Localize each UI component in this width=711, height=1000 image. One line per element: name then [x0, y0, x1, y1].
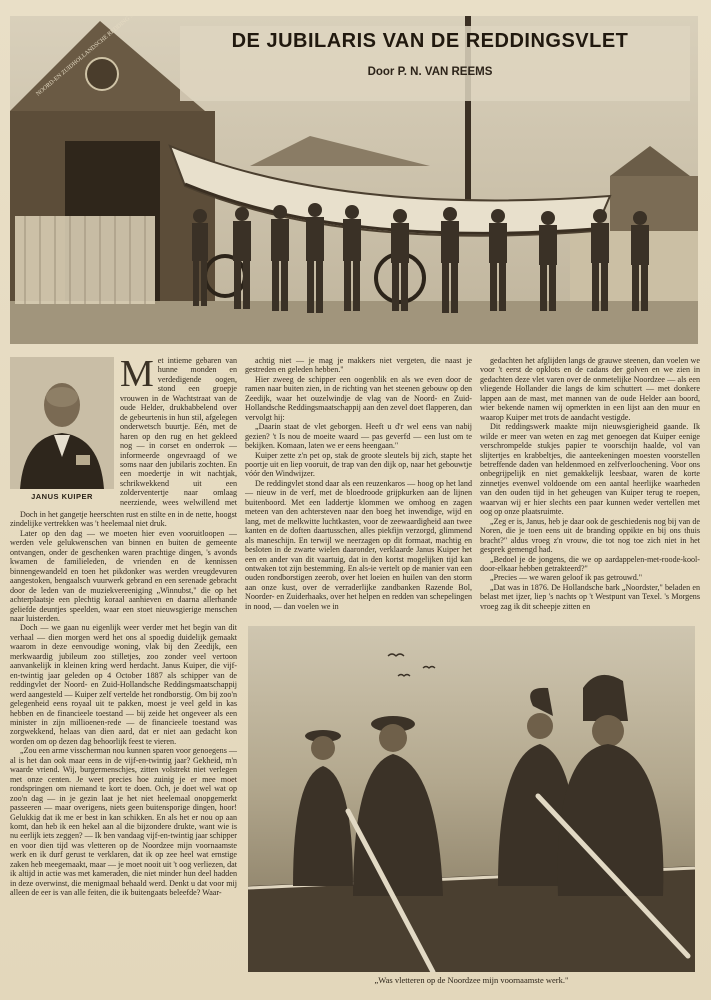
article-column-2	[245, 356, 472, 618]
paragraph: Doch — we gaan nu eigenlijk weer verder met het begin van dit verhaal — dien morgen werd het ons al spoedig duidelijk gemaakt waarom in deze eenvoudige woning, vlak bij den Zeedijk, een merkwaardig jubileum zoo stilletjes, zoo zonder veel vertoon aanvankelijk in kleinen kring werd herdacht. Janus Kuiper, die vijf-en-twintig jaar geleden op 4 October 1887 als schipper van de reddingvlet der Noord- en Zuid-Hollandsche Reddingsmaatschappij werd aangesteld — Kuiper zelf vertelde het rondborstig. Om bij zoo'n gelegenheid eens royaal uit te pakken, moest je veel geld in kas hebben en de financieele toestand — bij zeide het ongeveer als een minister in zijn millioenen-rede — de financieele toestand was zorgwekkend, helaas van dien aard, dat er niet aan gedacht kon worden om op dezen dag behoorlijk feest te vieren.	[10, 623, 237, 746]
drop-cap: M	[120, 356, 154, 395]
rowers-photo-caption: „Was vletteren op de Noordzee mijn voornaamste werk."	[374, 975, 569, 985]
paragraph: Dit reddingswerk maakte mijn nieuwsgierigheid gaande. Ik wilde er meer van weten en zag met genoegen dat Kuiper eenige verschrompelde stukjes papier te voorschijn haalde, vol van slijtertjes en krabbeltjes, die aanteekeningen moesten voorstellen betreffende daden van heldenmoed en zelfverloochening. Voor ons onbegrijpelijk en niet gemakkelijk leesbaar, waren de korte zinnetjes evenwel voldoende om een aantal heerlijke waarheden van den ouden tijd in het geheugen van Kuiper terug te roepen, waarvan wij er hier slechts een paar kunnen weder vertellen met oog op onze plaatsruimte.	[480, 422, 700, 517]
paragraph: Later op den dag — we moeten hier even vooruitloopen — werden vele gelukwenschen van binnen en buiten de gemeente ontvangen, onder de geschenken waren prachtige dingen, 's avonds kwamen de familieleden, de vrienden en de kennissen binnengewandeld en toen het pikdonker was werden vreugdevuren aangestoken, bengaalsch vuurwerk gebrand en een serenade gebracht door de leden van de muziekvereeniging „Winnubst," die op het achterplaatsje een plechtig koraal aanhieven en daarna allerhande geliefde deuntjes speelden, waar een stoet nieuwsgierige menschen naar luisterden.	[10, 528, 237, 623]
portrait-illustration	[10, 357, 114, 489]
paragraph: De reddingvlet stond daar als een reuzenkaros — hoog op het land — nieuw in de verf, met de bloedroode grijpkurken aan de lijnen buitenboord. Met een laddertje klommen we omhoog en zagen meteen van den achtersteven naar den boeg het inwendige, wijd en lang, met de melkwitte luchtkasten, voor de zeewaardigheid aan twee kanten en de doften daartusschen, alles piekfijn verzorgd, glimmend als maneschijn. En terwijl we neerzagen op dit formaat, machtig en besloten in de zwarte wielen daaronder, verklaarde Janus Kuiper het een en ander van dit vaartuig, dat in den kortst mogelijken tijd kan ontwaken tot zijn bestemming. En als-ie vertelt op de manier van een ouden rondborstigen zeerob, over het loeien en huilen van den storm aan onze kust, over de verraderlijke zandbanken Razende Bol, Noorder- en Zuiderhaaks, over het helpen en redden van schepelingen in nood, — dan voelen we in	[245, 478, 472, 611]
paragraph: achtig niet — je mag je makkers niet vergeten, die naast je gestreden en geleden hebben."	[245, 356, 472, 375]
article-column-1-intro	[120, 356, 237, 508]
paragraph: „Zeg er is, Janus, heb je daar ook de geschiedenis nog bij van de Noren, die je toen eens uit de branding oppikte en bij ons thuis bracht?" aldus vroeg z'n vrouw, die tot nog toe zich niet in het gesprek gemengd had.	[480, 516, 700, 555]
paragraph: „Precies — we waren geloof ik pas getrouwd."	[490, 573, 643, 583]
article-column-1	[10, 510, 237, 988]
paragraph: „Daarin staat de vlet geborgen. Heeft u d'r wel eens van nabij gezien? 't Is nou de moeite waard — pas geverfd — een lust om te bekijken. Komaan, laten we er eens heengaan."	[245, 422, 472, 451]
paragraph: „Zou een arme visscherman nou kunnen sparen voor genoegens — al is het dan ook maar eens in de vijf-en-twintig jaar? Gekheid, m'n waarde vriend. Wij, burgermenschjes, zitten volstrekt niet verlegen met onze centen. Je weet precies hoe zuinig je er mee moet rondspringen om niemand te kort te doen. Och, je doet wel wat op zoo'n dag — in je gezin laat je het niet heelemaal onopgemerkt passeeren — maar overigens, niets geen buitensporige dingen, hoor! Gelukkig dat ik me er best in kan schikken. En als het er nou op aan komt, dan heb ik een hekel aan al die bijzondere drukte, want wie is nu eerlijk iets zeggen? — Ik ben vandaag vijf-en-twintig jaar schipper en voor dien tijd was vletteren op de Noordzee mijn voornaamste werk en ik durf gerust te verklaren, dat ik op zee heel wat ernstige zaken heb meegemaakt, maar — je moet nooit uit 't oog verliezen, dat ik altijd in actie was met kameraden, die niet minder hun deel hadden in deze overwinst, die menigmaal behaald werd. Denkt u dat voor mij alleen de eer is van alle feiten, die ik buitengaats beleefde? Waar-	[10, 746, 237, 898]
portrait-caption: JANUS KUIPER	[31, 492, 93, 501]
paragraph: Kuiper zette z'n pet op, stak de groote sleutels bij zich, stapte het poortje uit en liep vooruit, de trap van den dijk op, naar het gebouwtje vóór den Windwijzer.	[245, 450, 472, 479]
paragraph: Hier zweeg de schipper een oogenblik en als we even door de ramen naar buiten zien, in de richting van het steenen gebouw op den Zeedijk, waar het ouzelwindje de vlag van de Noord- en Zuid-Hollandsche Reddingsmaatschappij aan den zevel doet flapperen, dan vervolgt hij:	[245, 374, 472, 422]
intro-paragraph: et intieme gebaren van hunne monden en verdedigende oogen, stond een groepje vrouwen in de Wachtstraat van de oude Helder, drukbabbelend over de gebeurtenis in hun stil, afgelegen onderwetsch buurtje. Eén, met de haren op den rug en het gekleed nog — in corset en onderrok — informeerde ongevraagd of we soms naar den jubilaris zochten. En een moedertje in wit nachtjak, schrikwekkend uit een zolderventertje naar omlaag neerziende, wees welwillend met	[120, 356, 237, 507]
article-title: DE JUBILARIS VAN DE REDDINGSVLET	[231, 30, 629, 52]
paragraph: Doch in het gangetje heerschten rust en stilte en in de nette, hoogst zindelijke vertrekken was 't heelemaal niet druk.	[10, 510, 237, 529]
paragraph: „Dat was in 1876. De Hollandsche bark „Noordster," beladen en belast met ijzer, liep 's nachts op 't Westpunt van Texel. 's Morgens vroeg zag ik dit scheepje zitten en	[480, 582, 700, 611]
rowers-illustration	[248, 626, 695, 972]
paragraph: gedachten het afglijden langs de grauwe steenen, dan voelen we voor 't eerst de opklots en de cadans der golven en we zien in gedachten deze vlet varen over de onmetelijke Noordzee — als een vliegende Hollander die langs de kim schuttert — met donkere lappen aan de mast, met mannen van de oude Helder aan boord, wier bekende namen wij opmerkten in een lijst aan den muur en waarop Kuiper met trots de aandacht vestigde.	[480, 356, 700, 422]
rowers-photo	[248, 626, 695, 972]
paragraph: „Bedoel je de jongens, die we op aardappelen-met-roode-kool-door-elkaar hebben getrakteerd?"	[480, 554, 700, 573]
portrait-photo	[10, 357, 114, 489]
article-byline: Door P. N. VAN REEMS	[367, 66, 493, 78]
article-column-3	[480, 356, 700, 618]
